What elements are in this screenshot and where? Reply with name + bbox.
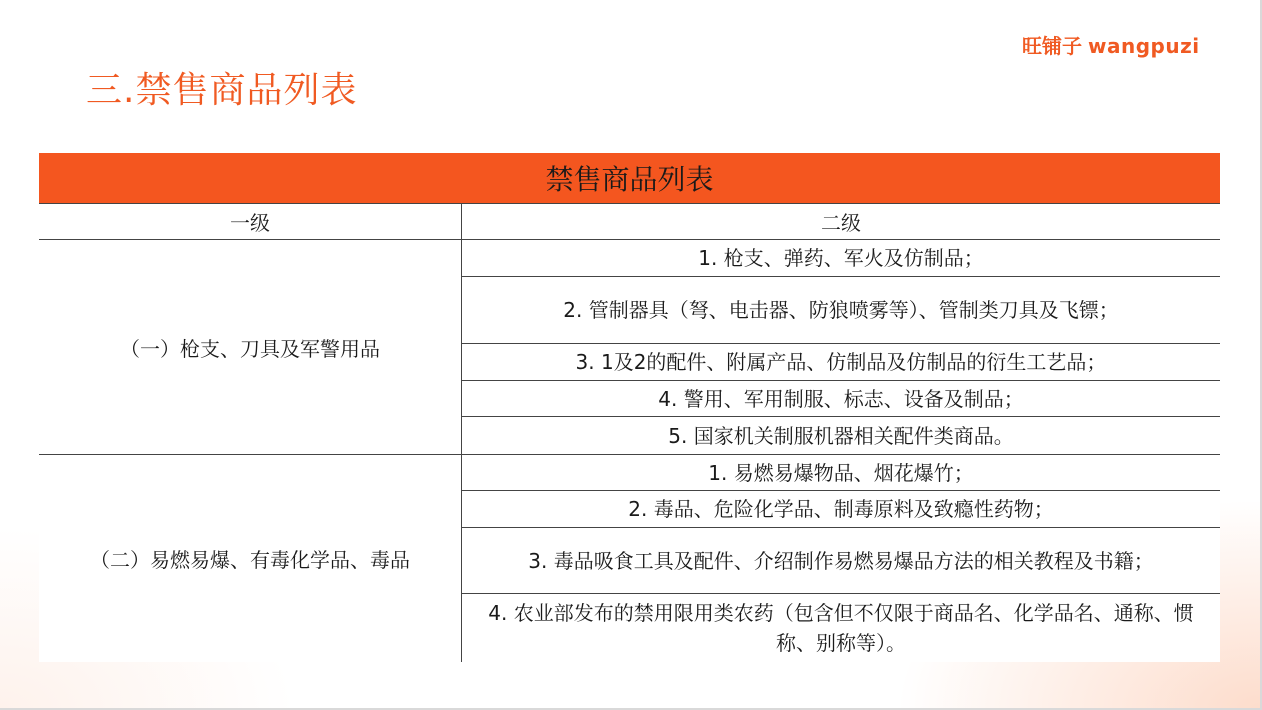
table-row: 2. 毒品、危险化学品、制毒原料及致瘾性药物； bbox=[462, 491, 1220, 528]
logo-cn-text: 旺铺子 bbox=[1022, 34, 1082, 58]
table-group-hazardous bbox=[39, 455, 1220, 662]
logo-en-text: wangpuzi bbox=[1088, 34, 1200, 58]
table-row: 4. 警用、军用制服、标志、设备及制品； bbox=[462, 381, 1220, 417]
table-row: 1. 易燃易爆物品、烟花爆竹； bbox=[462, 455, 1220, 491]
prohibited-goods-table bbox=[39, 153, 1220, 662]
table-row: 1. 枪支、弹药、军火及仿制品； bbox=[462, 240, 1220, 277]
table-row: 2. 管制器具（弩、电击器、防狼喷雾等）、管制类刀具及飞镖； bbox=[462, 277, 1220, 344]
column-header-level1: 一级 bbox=[39, 204, 462, 239]
group-label: （二）易燃易爆、有毒化学品、毒品 bbox=[39, 455, 462, 662]
column-header-level2: 二级 bbox=[821, 211, 861, 235]
table-row: 4. 农业部发布的禁用限用类农药（包含但不仅限于商品名、化学品名、通称、惯称、别称等）。 bbox=[488, 601, 1194, 655]
table-group-weapons bbox=[39, 240, 1220, 455]
table-caption: 禁售商品列表 bbox=[39, 153, 1220, 204]
group-items bbox=[462, 240, 1220, 454]
group-label: （一）枪支、刀具及军警用品 bbox=[39, 240, 462, 454]
group-items bbox=[462, 455, 1220, 662]
column-headers bbox=[39, 204, 1220, 240]
wangpuzi-logo bbox=[1022, 30, 1200, 59]
table-row: 3. 毒品吸食工具及配件、介绍制作易燃易爆品方法的相关教程及书籍； bbox=[462, 528, 1220, 594]
table-row: 5. 国家机关制服机器相关配件类商品。 bbox=[668, 423, 1014, 448]
table-row: 3. 1及2的配件、附属产品、仿制品及仿制品的衍生工艺品； bbox=[462, 344, 1220, 381]
page-title: 三.禁售商品列表 bbox=[86, 70, 358, 111]
